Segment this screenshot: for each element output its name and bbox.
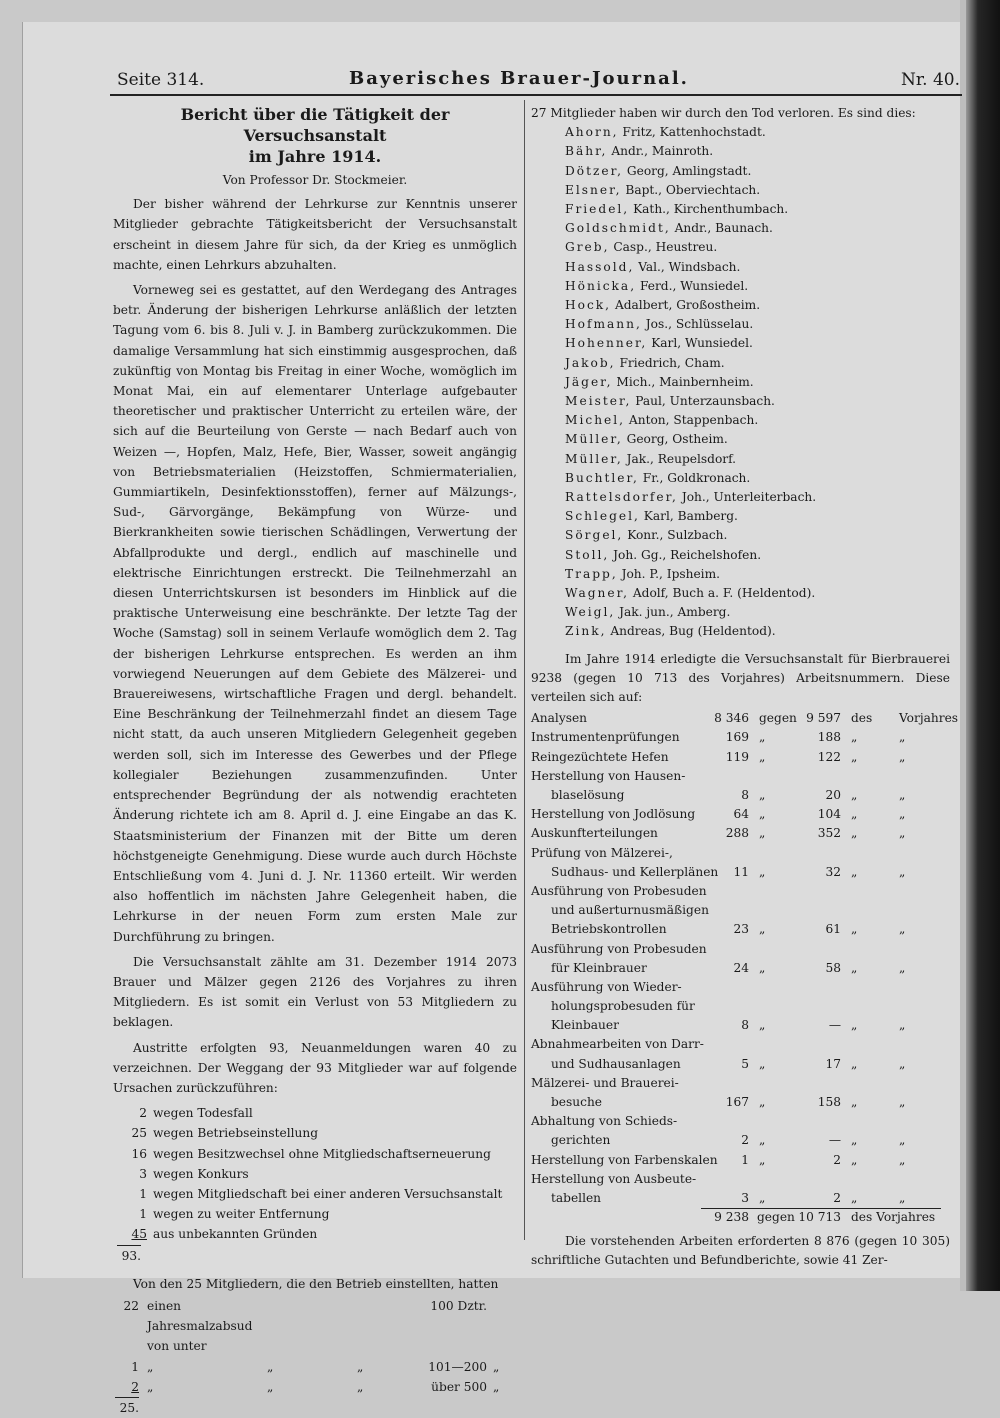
reason-row — [113, 1144, 517, 1164]
stat-q2: „ — [851, 864, 858, 879]
stat-row — [531, 882, 950, 901]
stat-label: Herstellung von Ausbeute- — [531, 1171, 697, 1186]
member-details: Casp., Heustreu. — [613, 240, 718, 255]
member-row — [531, 622, 950, 641]
stat-q3: „ — [899, 1190, 906, 1205]
stat-row — [531, 1074, 950, 1093]
stat-q1: „ — [759, 1095, 766, 1110]
stat-label: Instrumentenprüfungen — [531, 730, 680, 745]
member-surname: Müller, — [565, 432, 623, 447]
stat-q2: „ — [851, 960, 858, 975]
member-details: Fritz, Kattenhochstadt. — [622, 125, 766, 140]
stat-row — [531, 997, 950, 1016]
journal-title: Bayerisches Brauer-Journal. — [349, 68, 689, 89]
reason-text: wegen Betriebseinstellung — [153, 1126, 319, 1141]
stat-label: Herstellung von Farbenskalen — [531, 1152, 718, 1167]
size-cell-c: „ — [267, 1379, 274, 1394]
stat-v2: 352 — [817, 826, 841, 841]
size-cell-f: „ — [493, 1359, 500, 1374]
paragraph-4: Austritte erfolgten 93, Neuanmeldungen waren 40 zu verzeichnen. Der Weggang der 93 Mitglieder war auf folgende Ursachen zurückzuführen: — [113, 1040, 517, 1095]
stat-label: Analysen — [531, 711, 588, 726]
stat-q2: „ — [851, 1133, 858, 1148]
paragraph-2: Vorneweg sei es gestattet, auf den Werdegang des Antrages betr. Änderung der bisherigen Lehrkurse anläßlich der letzten Tagung vom 6. bis 8. Juli v. J. in Bamberg zurückzukommen. Die damalige Versammlung hat sich einstimmig ausgesprochen, daß zukünftig von Montag bis Freitag in einer Woche, womöglich im Monat Mai, ein auf elementarer Unterlage aufgebauter theoretischer und praktischer Unterricht zu erteilen wäre, der sich auf die Beurteilung von Gerste — nach Bedarf auch von Weizen —, Hopfen, Malz, Hefe, Bier, Wasser, soweit angängig von Betriebsmaterialien (Heizstoffen, Schmiermaterialien, Gummiartikeln, Desinfektionsstoffen), ferner auf Mälzungs-, Sud-, Gärvorgänge, Bekämpfung von Würze- und Bierkrankheiten sowie tierischen Schädlingen, Verwertung der Abfallprodukte und dergl., endlich auf maschinelle und elektrische Einrichtungen erstreckt. Die Teilnehmerzahl an diesen Unterrichtskursen ist besonders im Hinblick auf die praktische Unterweisung eine beschränkte. Der letzte Tag der Woche (Samstag) soll in seinem Verlaufe womöglich dem 2. Tag der bisherigen Lehrkurse entsprechen. Es werden an ihm vorwiegend Neuerungen auf dem Gebiete des Mälzerei- und Brauereiwesens, wirtschaftliche Fragen und dergl. behandelt. Eine Beschränkung der Teilnehmerzahl findet an diesem Tage nicht statt, da auch unseren Mitgliedern Gelegenheit gegeben werden soll, sich im Interesse des Gewerbes und der Pflege kollegialer Beziehungen zusammenzufinden. Unter entsprechender Begründung der als notwendig erachteten Änderung richtete ich am 8. April d. J. eine Eingabe an das K. Staatsministerium der Finanzen mit der Bitte um deren höchstgeneigte Genehmigung. Diese wurde auch durch Höchste Entschließung vom 4. Juni d. J. Nr. 11360 erteilt. Wir werden also hoffentlich im nächsten Jahre Gelegenheit haben, die Lehrkurse in der neuen Form zum ersten Male zur Durchführung zu bringen. — [113, 283, 517, 944]
member-surname: Meister, — [565, 394, 632, 409]
member-details: Karl, Bamberg. — [643, 509, 738, 524]
stat-v1: 167 — [725, 1095, 749, 1110]
stat-v1: 288 — [725, 826, 749, 841]
stat-row — [531, 920, 950, 939]
stat-v2: 104 — [817, 807, 841, 822]
stat-label: Mälzerei- und Brauerei- — [531, 1075, 679, 1090]
reason-text: wegen Konkurs — [153, 1166, 249, 1181]
total-1914: 9 238 — [714, 1210, 749, 1225]
stat-q1: „ — [759, 1056, 766, 1071]
member-details: Jos., Schlüsselau. — [645, 317, 754, 332]
stat-v2: 9 597 — [806, 711, 841, 726]
stat-row — [531, 728, 950, 747]
stat-v1: 23 — [733, 922, 749, 937]
member-details: Bapt., Oberviechtach. — [625, 182, 761, 197]
member-surname: Sörgel, — [565, 528, 624, 543]
member-details: Anton, Stappenbach. — [628, 413, 759, 428]
paragraph-3: Die Versuchsanstalt zählte am 31. Dezember 1914 2073 Brauer und Mälzer gegen 2126 des Vorjahres zu ihren Mitgliedern. Es ist somit ein Verlust von 53 Mitgliedern zu beklagen. — [113, 954, 517, 1030]
stat-label: Herstellung von Jodlösung — [531, 807, 696, 822]
member-details: Andreas, Bug (Heldentod). — [610, 624, 776, 639]
stat-row — [531, 1035, 950, 1054]
stat-v1: 119 — [725, 749, 749, 764]
member-details: Andr., Baunach. — [674, 221, 773, 236]
member-details: Adolf, Buch a. F. (Heldentod). — [632, 586, 816, 601]
reason-count: 3 — [139, 1166, 147, 1181]
member-row — [531, 603, 950, 622]
paragraph-1: Der bisher während der Lehrkurse zur Kenntnis unserer Mitglieder gebrachte Tätigkeitsbericht der Versuchsanstalt erscheint in diesem Jahre für sich, da der Krieg es unmöglich machte, einen Lehrkurs abzuhalten. — [113, 197, 517, 272]
work-statistics-table — [531, 709, 959, 1208]
member-row — [531, 142, 950, 161]
member-row — [531, 430, 950, 449]
member-details: Joh. Gg., Reichelshofen. — [613, 547, 762, 562]
deceased-intro: 27 Mitglieder haben wir durch den Tod verloren. Es sind dies: — [531, 106, 916, 120]
stat-q1: „ — [759, 730, 766, 745]
stat-row — [531, 709, 959, 728]
size-total: 25. — [115, 1397, 139, 1418]
reason-text: wegen Besitzwechsel ohne Mitgliedschaftserneuerung — [153, 1146, 491, 1161]
stat-v2: 188 — [817, 730, 841, 745]
stat-row — [531, 901, 950, 920]
reason-text: aus unbekannten Gründen — [153, 1227, 318, 1242]
member-surname: Weigl, — [565, 605, 616, 620]
member-row — [531, 373, 950, 392]
member-details: Jak. jun., Amberg. — [619, 605, 731, 620]
reason-row — [113, 1123, 517, 1143]
member-surname: Trapp, — [565, 566, 618, 581]
stat-v1: 24 — [733, 960, 749, 975]
stat-q1: „ — [759, 1152, 766, 1167]
stat-v1: 1 — [741, 1152, 749, 1167]
stat-q2: „ — [851, 1190, 858, 1205]
member-list — [531, 123, 950, 641]
stat-q3: Vorjahres — [899, 711, 959, 726]
member-details: Andr., Mainroth. — [611, 144, 714, 159]
stat-label: Reingezüchtete Hefen — [531, 749, 669, 764]
stat-q3: „ — [899, 864, 906, 879]
stat-v1: 169 — [725, 730, 749, 745]
member-details: Karl, Wunsiedel. — [651, 336, 753, 351]
stat-row — [531, 844, 950, 863]
total-gegen: gegen — [757, 1210, 795, 1225]
reason-count: 16 — [131, 1146, 147, 1161]
work-paragraph: Im Jahre 1914 erledigte die Versuchsanstalt für Bierbrauerei 9238 (gegen 10 713 des Vorjahres) Arbeitsnummern. Diese verteilen sich auf: — [531, 651, 950, 705]
size-cell-a: 2 — [131, 1379, 139, 1394]
reason-text: wegen Mitgliedschaft bei einer anderen Versuchsanstalt — [153, 1186, 503, 1201]
member-row — [531, 219, 950, 238]
reason-row — [113, 1204, 517, 1224]
stat-q2: „ — [851, 1056, 858, 1071]
member-details: Ferd., Wunsiedel. — [639, 278, 749, 293]
stat-q2: „ — [851, 1152, 858, 1167]
member-details: Georg, Amlingstadt. — [626, 163, 752, 178]
member-surname: Hönicka, — [565, 278, 637, 293]
member-surname: Jäger, — [565, 374, 613, 389]
stat-label: und Sudhausanlagen — [551, 1056, 681, 1071]
stat-v1: 11 — [733, 864, 749, 879]
stat-row — [531, 959, 950, 978]
stat-v2: — — [828, 1018, 841, 1033]
page-number: Seite 314. — [117, 70, 205, 90]
stat-v2: 32 — [825, 864, 841, 879]
member-surname: Hofmann, — [565, 317, 642, 332]
reason-count: 2 — [139, 1106, 147, 1121]
issue-number: Nr. 40. — [901, 70, 960, 90]
stat-q2: des — [851, 711, 873, 726]
size-cell-d: „ — [357, 1359, 364, 1374]
member-row — [531, 296, 950, 315]
stat-label: Sudhaus- und Kellerplänen — [551, 864, 719, 879]
member-details: Mich., Mainbernheim. — [616, 374, 754, 389]
member-details: Joh., Unterleiterbach. — [681, 490, 817, 505]
stat-row — [531, 1016, 950, 1035]
stat-row — [531, 1170, 950, 1189]
size-cell-a: 1 — [131, 1359, 139, 1374]
stat-label: Betriebskontrollen — [551, 922, 667, 937]
stat-label: Herstellung von Hausen- — [531, 768, 686, 783]
member-details: Fr., Goldkronach. — [642, 470, 751, 485]
member-surname: Wagner, — [565, 586, 629, 601]
stat-v1: 2 — [741, 1133, 749, 1148]
stat-label: tabellen — [551, 1190, 602, 1205]
stat-q3: „ — [899, 922, 906, 937]
member-surname: Buchtler, — [565, 470, 639, 485]
closing-paragraph: Die vorstehenden Arbeiten erforderten 8 876 (gegen 10 305) schriftliche Gutachten und Befundberichte, sowie 41 Zer- — [531, 1234, 950, 1268]
stat-q3: „ — [899, 1056, 906, 1071]
stat-q2: „ — [851, 922, 858, 937]
member-surname: Friedel, — [565, 202, 630, 217]
stat-q1: „ — [759, 960, 766, 975]
stat-q2: „ — [851, 1018, 858, 1033]
stat-q2: „ — [851, 730, 858, 745]
stat-q1: „ — [759, 1133, 766, 1148]
member-details: Val., Windsbach. — [638, 259, 741, 274]
stat-row — [531, 940, 950, 959]
stat-q1: „ — [759, 864, 766, 879]
stat-q1: „ — [759, 922, 766, 937]
stat-q1: „ — [759, 807, 766, 822]
stat-q3: „ — [899, 730, 906, 745]
stat-label: gerichten — [551, 1133, 611, 1148]
stat-label: blaselösung — [551, 788, 625, 803]
member-details: Jak., Reupelsdorf. — [626, 451, 737, 466]
member-details: Kath., Kirchenthumbach. — [633, 202, 789, 217]
stat-v1: 64 — [733, 807, 749, 822]
stat-q3: „ — [899, 749, 906, 764]
size-cell-c: „ — [267, 1359, 274, 1374]
reason-row — [113, 1164, 517, 1184]
stat-row — [531, 978, 950, 997]
article-author: Von Professor Dr. Stockmeier. — [222, 173, 408, 187]
stat-row — [531, 1189, 950, 1208]
size-cell-d: „ — [357, 1379, 364, 1394]
member-surname: Hohenner, — [565, 336, 648, 351]
stat-v1: 5 — [741, 1056, 749, 1071]
stat-q1: „ — [759, 749, 766, 764]
member-details: Paul, Unterzaunsbach. — [635, 394, 775, 409]
paragraph-5: Von den 25 Mitgliedern, die den Betrieb einstellten, hatten — [133, 1276, 499, 1291]
member-surname: Müller, — [565, 451, 623, 466]
member-surname: Zink, — [565, 624, 607, 639]
stat-v1: 8 346 — [714, 711, 749, 726]
stat-label: Kleinbauer — [551, 1018, 619, 1033]
stat-q1: „ — [759, 1190, 766, 1205]
stat-q1: „ — [759, 788, 766, 803]
size-cell-f: „ — [493, 1379, 500, 1394]
reasons-total: 93. — [117, 1245, 141, 1266]
member-row — [531, 488, 950, 507]
stat-row — [531, 1093, 950, 1112]
stat-v1: 8 — [741, 1018, 749, 1033]
member-row — [531, 469, 950, 488]
stat-row — [531, 863, 950, 882]
stat-q2: „ — [851, 749, 858, 764]
member-surname: Goldschmidt, — [565, 221, 671, 236]
running-header — [117, 68, 960, 94]
size-cell-d — [357, 1296, 407, 1357]
stat-q1: gegen — [759, 711, 797, 726]
stat-v1: 3 — [741, 1190, 749, 1205]
size-cell-b: einen Jahresmalzabsud von unter — [147, 1298, 253, 1354]
reason-count: 1 — [139, 1186, 147, 1201]
stat-q2: „ — [851, 826, 858, 841]
stat-label: Ausführung von Probesuden — [531, 941, 707, 956]
stat-v2: — — [828, 1133, 841, 1148]
member-surname: Bähr, — [565, 144, 608, 159]
member-row — [531, 181, 950, 200]
total-1913: 10 713 — [798, 1210, 841, 1225]
member-surname: Hassold, — [565, 259, 635, 274]
size-cell-b: „ — [147, 1359, 154, 1374]
stat-row — [531, 1112, 950, 1131]
member-row — [531, 315, 950, 334]
member-surname: Schlegel, — [565, 509, 640, 524]
size-row — [113, 1377, 517, 1397]
stat-q1: „ — [759, 1018, 766, 1033]
member-row — [531, 238, 950, 257]
member-surname: Greb, — [565, 240, 610, 255]
stat-row — [531, 1055, 950, 1074]
stat-q3: „ — [899, 1133, 906, 1148]
size-row — [113, 1296, 517, 1357]
article-title-line1: Bericht über die Tätigkeit der Versuchsanstalt — [180, 105, 450, 145]
stat-v2: 2 — [833, 1152, 841, 1167]
member-row — [531, 450, 950, 469]
reason-count: 1 — [139, 1207, 147, 1222]
statistics-total-row — [531, 1208, 950, 1228]
member-row — [531, 546, 950, 565]
member-row — [531, 507, 950, 526]
member-surname: Stoll, — [565, 547, 610, 562]
member-row — [531, 565, 950, 584]
total-vorjahres: des Vorjahres — [851, 1210, 936, 1225]
stat-label: Abhaltung von Schieds- — [531, 1114, 678, 1129]
member-details: Georg, Ostheim. — [626, 432, 728, 447]
stat-label: Auskunfterteilungen — [531, 826, 658, 841]
member-surname: Elsner, — [565, 182, 622, 197]
stat-q1: „ — [759, 826, 766, 841]
stat-v1: 8 — [741, 788, 749, 803]
member-row — [531, 584, 950, 603]
member-row — [531, 123, 950, 142]
stat-q3: „ — [899, 826, 906, 841]
stat-label: für Kleinbrauer — [551, 960, 647, 975]
book-edge-dark — [966, 0, 1000, 1291]
stat-q3: „ — [899, 1095, 906, 1110]
stat-v2: 61 — [825, 922, 841, 937]
left-column — [113, 104, 517, 1418]
reason-text: wegen Todesfall — [153, 1106, 253, 1121]
column-separator — [524, 100, 525, 1240]
member-details: Joh. P., Ipsheim. — [621, 566, 721, 581]
member-row — [531, 392, 950, 411]
size-cell-e: 101—200 — [428, 1359, 487, 1374]
stat-label: Ausführung von Probesuden — [531, 883, 707, 898]
member-row — [531, 411, 950, 430]
size-row — [113, 1357, 517, 1377]
stat-label: Abnahmearbeiten von Darr- — [531, 1037, 704, 1052]
member-surname: Dötzer, — [565, 163, 623, 178]
stat-q3: „ — [899, 1018, 906, 1033]
stat-v2: 17 — [825, 1056, 841, 1071]
stat-v2: 2 — [833, 1190, 841, 1205]
member-row — [531, 258, 950, 277]
header-rule — [110, 94, 962, 96]
member-surname: Rattelsdorfer, — [565, 490, 678, 505]
stat-label: besuche — [551, 1095, 603, 1110]
member-row — [531, 526, 950, 545]
reason-row — [113, 1224, 517, 1244]
stat-q3: „ — [899, 1152, 906, 1167]
member-surname: Ahorn, — [565, 125, 619, 140]
member-surname: Jakob, — [565, 355, 616, 370]
member-row — [531, 354, 950, 373]
stat-row — [531, 1151, 950, 1170]
size-cell-f — [487, 1296, 513, 1357]
stat-q3: „ — [899, 960, 906, 975]
member-surname: Michel, — [565, 413, 626, 428]
stat-v2: 20 — [825, 788, 841, 803]
reason-row — [113, 1184, 517, 1204]
article-title-line2: im Jahre 1914. — [248, 147, 382, 166]
member-row — [531, 200, 950, 219]
member-surname: Hock, — [565, 298, 612, 313]
right-column — [531, 104, 959, 1271]
reason-count: 25 — [131, 1126, 147, 1141]
member-row — [531, 334, 950, 353]
reason-text: wegen zu weiter Entfernung — [153, 1207, 330, 1222]
size-cell-b: „ — [147, 1379, 154, 1394]
size-table — [113, 1296, 517, 1418]
stat-q2: „ — [851, 1095, 858, 1110]
stat-q2: „ — [851, 807, 858, 822]
reasons-list — [113, 1103, 517, 1266]
stat-q3: „ — [899, 807, 906, 822]
stat-row — [531, 805, 950, 824]
member-details: Konr., Sulzbach. — [627, 528, 728, 543]
reason-count: 45 — [131, 1227, 147, 1242]
stat-v2: 58 — [825, 960, 841, 975]
stat-label: und außerturnusmäßigen — [551, 903, 709, 918]
member-details: Adalbert, Großostheim. — [614, 298, 761, 313]
stat-row — [531, 767, 950, 786]
stat-label: holungsprobesuden für — [551, 999, 695, 1014]
member-row — [531, 162, 950, 181]
reason-row — [113, 1103, 517, 1123]
size-cell-a: 22 — [123, 1298, 139, 1313]
stat-label: Prüfung von Mälzerei-, — [531, 845, 673, 860]
stat-q3: „ — [899, 788, 906, 803]
stat-row — [531, 786, 950, 805]
size-cell-c — [267, 1296, 357, 1357]
size-cell-e: 100 Dztr. — [430, 1298, 487, 1313]
stat-row — [531, 824, 950, 843]
size-cell-e: über 500 — [431, 1379, 487, 1394]
stat-q2: „ — [851, 788, 858, 803]
stat-label: Ausführung von Wieder- — [531, 979, 682, 994]
member-row — [531, 277, 950, 296]
member-details: Friedrich, Cham. — [619, 355, 725, 370]
stat-row — [531, 748, 950, 767]
stat-row — [531, 1131, 950, 1150]
stat-v2: 122 — [817, 749, 841, 764]
stat-v2: 158 — [817, 1095, 841, 1110]
